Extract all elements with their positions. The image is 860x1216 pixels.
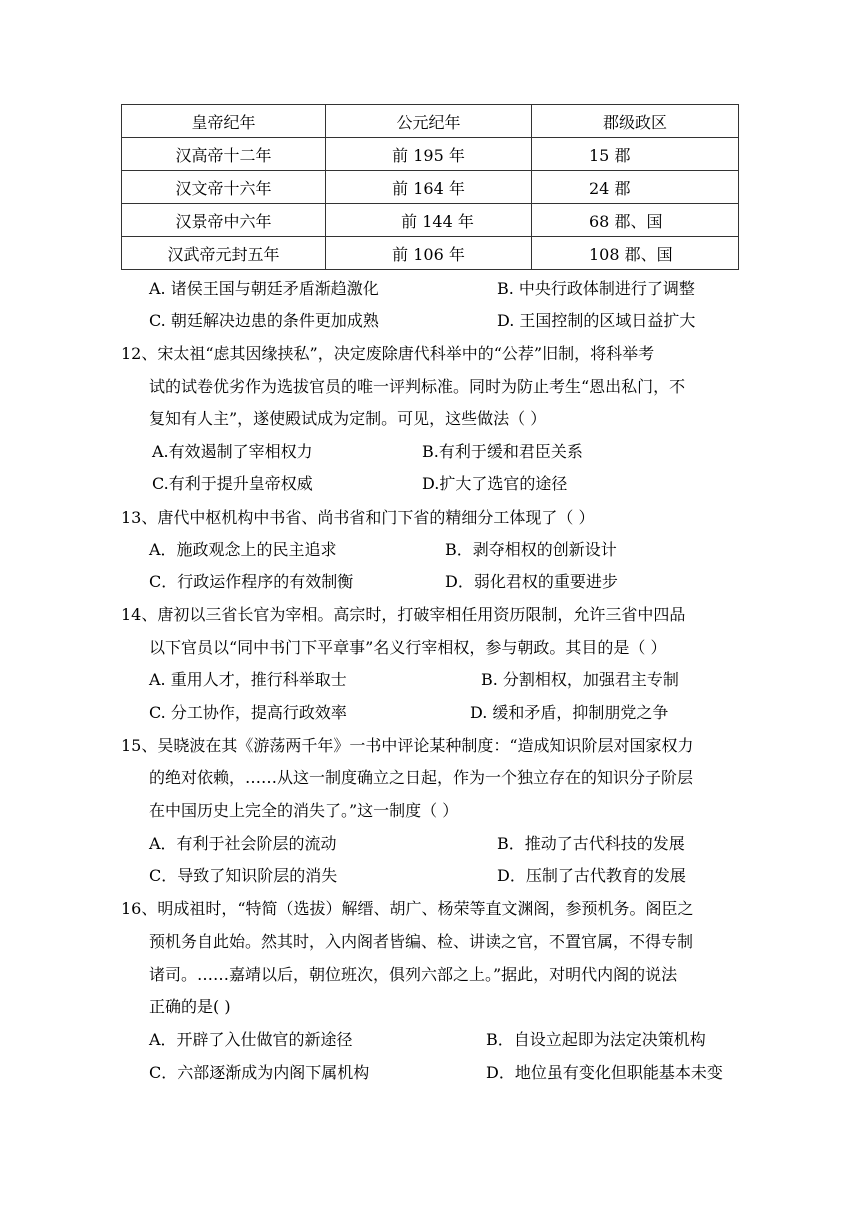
q16-option-c: C．六部逐渐成为内阁下属机构 xyxy=(149,1063,370,1082)
q13-stem-line: 13、唐代中枢机构中书省、尚书省和门下省的精细分工体现了（ ） xyxy=(121,508,595,527)
q15-option-d: D．压制了古代教育的发展 xyxy=(497,866,686,885)
q11-option-d: D. 王国控制的区域日益扩大 xyxy=(497,311,696,330)
q11-option-c: C. 朝廷解决边患的条件更加成熟 xyxy=(149,311,379,330)
table-header-cell: 皇帝纪年 xyxy=(122,105,326,138)
table-cell: 汉景帝中六年 xyxy=(122,204,326,237)
q14-option-c: C. 分工协作，提高行政效率 xyxy=(149,703,347,722)
q16-option-b: B．自设立起即为法定决策机构 xyxy=(486,1030,706,1049)
table-row xyxy=(122,237,739,270)
table-cell: 前 144 年 xyxy=(326,204,532,237)
q16-stem-line: 诸司。……嘉靖以后，朝位班次，俱列六部之上。”据此，对明代内阁的说法 xyxy=(149,965,678,984)
q12-option-b: B.有利于缓和君臣关系 xyxy=(422,442,583,461)
table-cell: 汉文帝十六年 xyxy=(122,171,326,204)
q16-option-a: A．开辟了入仕做官的新途径 xyxy=(149,1030,353,1049)
table-header-cell: 公元纪年 xyxy=(326,105,532,138)
table-row xyxy=(122,171,739,204)
q13-option-c: C．行政运作程序的有效制衡 xyxy=(149,572,354,591)
table-cell: 108 郡、国 xyxy=(532,237,739,270)
q16-stem-line: 16、明成祖时，“特简（选拔）解缙、胡广、杨荣等直文渊阁，参预机务。阁臣之 xyxy=(121,899,694,918)
q16-stem-line: 正确的是( ) xyxy=(149,997,231,1016)
q13-option-d: D．弱化君权的重要进步 xyxy=(445,572,618,591)
commandery-table xyxy=(121,104,739,270)
q16-stem-line: 预机务自此始。然其时，入内阁者皆编、检、讲读之官，不置官属，不得专制 xyxy=(149,932,694,951)
q11-option-b: B. 中央行政体制进行了调整 xyxy=(497,279,695,298)
table-header-cell: 郡级政区 xyxy=(532,105,739,138)
q13-option-a: A．施政观念上的民主追求 xyxy=(149,540,337,559)
q12-stem-line: 12、宋太祖“虑其因缘挟私”，决定废除唐代科举中的“公荐”旧制，将科举考 xyxy=(121,344,655,363)
q12-stem-line: 复知有人主”，遂使殿试成为定制。可见，这些做法（ ） xyxy=(149,409,547,428)
q14-stem-line: 14、唐初以三省长官为宰相。高宗时，打破宰相任用资历限制，允许三省中四品 xyxy=(121,605,686,624)
table-row xyxy=(122,138,739,171)
table-cell: 前 106 年 xyxy=(326,237,532,270)
q12-stem-line: 试的试卷优劣作为选拔官员的唯一评判标准。同时为防止考生“恩出私门，不 xyxy=(149,377,686,396)
table-cell: 汉高帝十二年 xyxy=(122,138,326,171)
q14-stem-line: 以下官员以“同中书门下平章事”名义行宰相权，参与朝政。其目的是（ ） xyxy=(149,638,667,657)
q15-option-a: A．有利于社会阶层的流动 xyxy=(149,834,337,853)
table-cell: 24 郡 xyxy=(532,171,739,204)
table-cell: 前 164 年 xyxy=(326,171,532,204)
q15-option-c: C．导致了知识阶层的消失 xyxy=(149,866,338,885)
q12-option-d: D.扩大了选官的途径 xyxy=(422,474,568,493)
q14-option-d: D. 缓和矛盾，抑制朋党之争 xyxy=(470,703,669,722)
q12-option-a: A.有效遏制了宰相权力 xyxy=(152,442,313,461)
table-cell: 68 郡、国 xyxy=(532,204,739,237)
q16-option-d: D．地位虽有变化但职能基本未变 xyxy=(486,1063,723,1082)
table-header-row xyxy=(122,105,739,138)
table-cell: 汉武帝元封五年 xyxy=(122,237,326,270)
q15-stem-line: 的绝对依赖，……从这一制度确立之日起，作为一个独立存在的知识分子阶层 xyxy=(149,768,694,787)
table-row xyxy=(122,204,739,237)
q11-option-a: A. 诸侯王国与朝廷矛盾渐趋激化 xyxy=(149,279,379,298)
q12-option-c: C.有利于提升皇帝权威 xyxy=(152,474,313,493)
q14-option-b: B. 分割相权，加强君主专制 xyxy=(481,670,679,689)
q15-stem-line: 15、吴晓波在其《游荡两千年》一书中评论某种制度：“造成知识阶层对国家权力 xyxy=(121,736,694,755)
table-cell: 前 195 年 xyxy=(326,138,532,171)
q13-option-b: B．剥夺相权的创新设计 xyxy=(445,540,617,559)
table-cell: 15 郡 xyxy=(532,138,739,171)
q15-option-b: B．推动了古代科技的发展 xyxy=(497,834,685,853)
q15-stem-line: 在中国历史上完全的消失了。”这一制度（ ） xyxy=(149,801,459,820)
q14-option-a: A. 重用人才，推行科举取士 xyxy=(149,670,347,689)
